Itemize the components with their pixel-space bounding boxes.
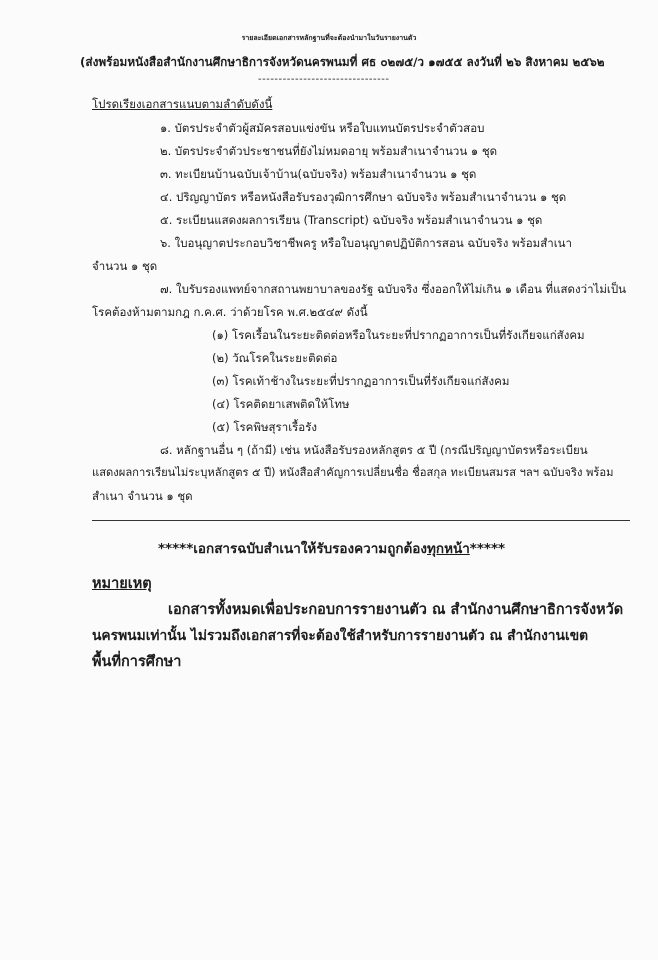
intro-heading: โปรดเรียงเอกสารแนบตามลำดับดังนี้	[92, 97, 273, 111]
note-text: พื้นที่การศึกษา	[92, 654, 182, 670]
document-reference: (ส่งพร้อมหนังสือสำนักงานศึกษาธิการจังหวัดนครพนมที่ ศธ ๐๒๗๕/ว ๑๗๕๕ ลงวันที่ ๒๖ สิงหาคม ๒๕๖๒	[80, 55, 605, 69]
list-item: ๖. ใบอนุญาตประกอบวิชาชีพครู หรือใบอนุญาตปฏิบัติการสอน ฉบับจริง พร้อมสำเนา	[160, 236, 572, 250]
certify-notice-text: *****เอกสารฉบับสำเนาให้รับรองความถูกต้อง	[158, 541, 428, 557]
note-text: นครพนมเท่านั้น ไม่รวมถึงเอกสารที่จะต้องใช้สำหรับการรายงานตัว ณ สำนักงานเขต	[92, 628, 589, 644]
list-item: ๗. ใบรับรองแพทย์จากสถานพยาบาลของรัฐ ฉบับจริง ซึ่งออกให้ไม่เกิน ๑ เดือน ที่แสดงว่าไม่เป็น	[160, 282, 626, 296]
list-item: ๔. ปริญญาบัตร หรือหนังสือรับรองวุฒิการศึกษา ฉบับจริง พร้อมสำเนาจำนวน ๑ ชุด	[160, 190, 567, 204]
disease-item: (๒) วัณโรคในระยะติดต่อ	[212, 351, 338, 365]
certify-notice	[158, 540, 505, 558]
dash-separator: --------------------------------	[258, 74, 390, 85]
certify-notice-stars: *****	[469, 541, 506, 557]
note-label: หมายเหตุ	[92, 576, 152, 592]
list-item-continuation: แสดงผลการเรียนไม่ระบุหลักสูตร ๕ ปี) หนังสือสำคัญการเปลี่ยนชื่อ ชื่อสกุล ทะเบียนสมรส ฯลฯ ฉบับจริง พร้อม	[92, 466, 614, 479]
list-item: ๕. ระเบียนแสดงผลการเรียน (Transcript) ฉบับจริง พร้อมสำเนาจำนวน ๑ ชุด	[160, 213, 543, 227]
list-item-continuation: โรคต้องห้ามตามกฎ ก.ค.ศ. ว่าด้วยโรค พ.ศ.๒๕๔๙ ดังนี้	[92, 305, 368, 319]
list-item-continuation: จำนวน ๑ ชุด	[92, 259, 158, 273]
disease-item: (๓) โรคเท้าช้างในระยะที่ปรากฏอาการเป็นที่รังเกียจแก่สังคม	[212, 374, 510, 388]
list-item: ๒. บัตรประจำตัวประชาชนที่ยังไม่หมดอายุ พร้อมสำเนาจำนวน ๑ ชุด	[160, 144, 498, 158]
list-item: ๘. หลักฐานอื่น ๆ (ถ้ามี) เช่น หนังสือรับรองหลักสูตร ๕ ปี (กรณีปริญญาบัตรหรือระเบียน	[160, 443, 588, 457]
disease-item: (๔) โรคติดยาเสพติดให้โทษ	[212, 397, 350, 411]
disease-item: (๑) โรคเรื้อนในระยะติดต่อหรือในระยะที่ปรากฏอาการเป็นที่รังเกียจแก่สังคม	[212, 328, 585, 342]
disease-item: (๕) โรคพิษสุราเรื้อรัง	[212, 420, 317, 434]
list-item: ๓. ทะเบียนบ้านฉบับเจ้าบ้าน(ฉบับจริง) พร้อมสำเนาจำนวน ๑ ชุด	[160, 167, 477, 181]
list-item-continuation: สำเนา จำนวน ๑ ชุด	[92, 489, 193, 503]
certify-notice-emphasis: ทุกหน้า	[427, 541, 470, 557]
list-item: ๑. บัตรประจำตัวผู้สมัครสอบแข่งขัน หรือใบแทนบัตรประจำตัวสอบ	[160, 121, 485, 135]
horizontal-divider	[92, 520, 630, 521]
note-text: เอกสารทั้งหมดเพื่อประกอบการรายงานตัว ณ สำนักงานศึกษาธิการจังหวัด	[168, 602, 624, 618]
document-title: รายละเอียดเอกสารหลักฐานที่จะต้องนำมาในวันรายงานตัว	[241, 34, 417, 42]
